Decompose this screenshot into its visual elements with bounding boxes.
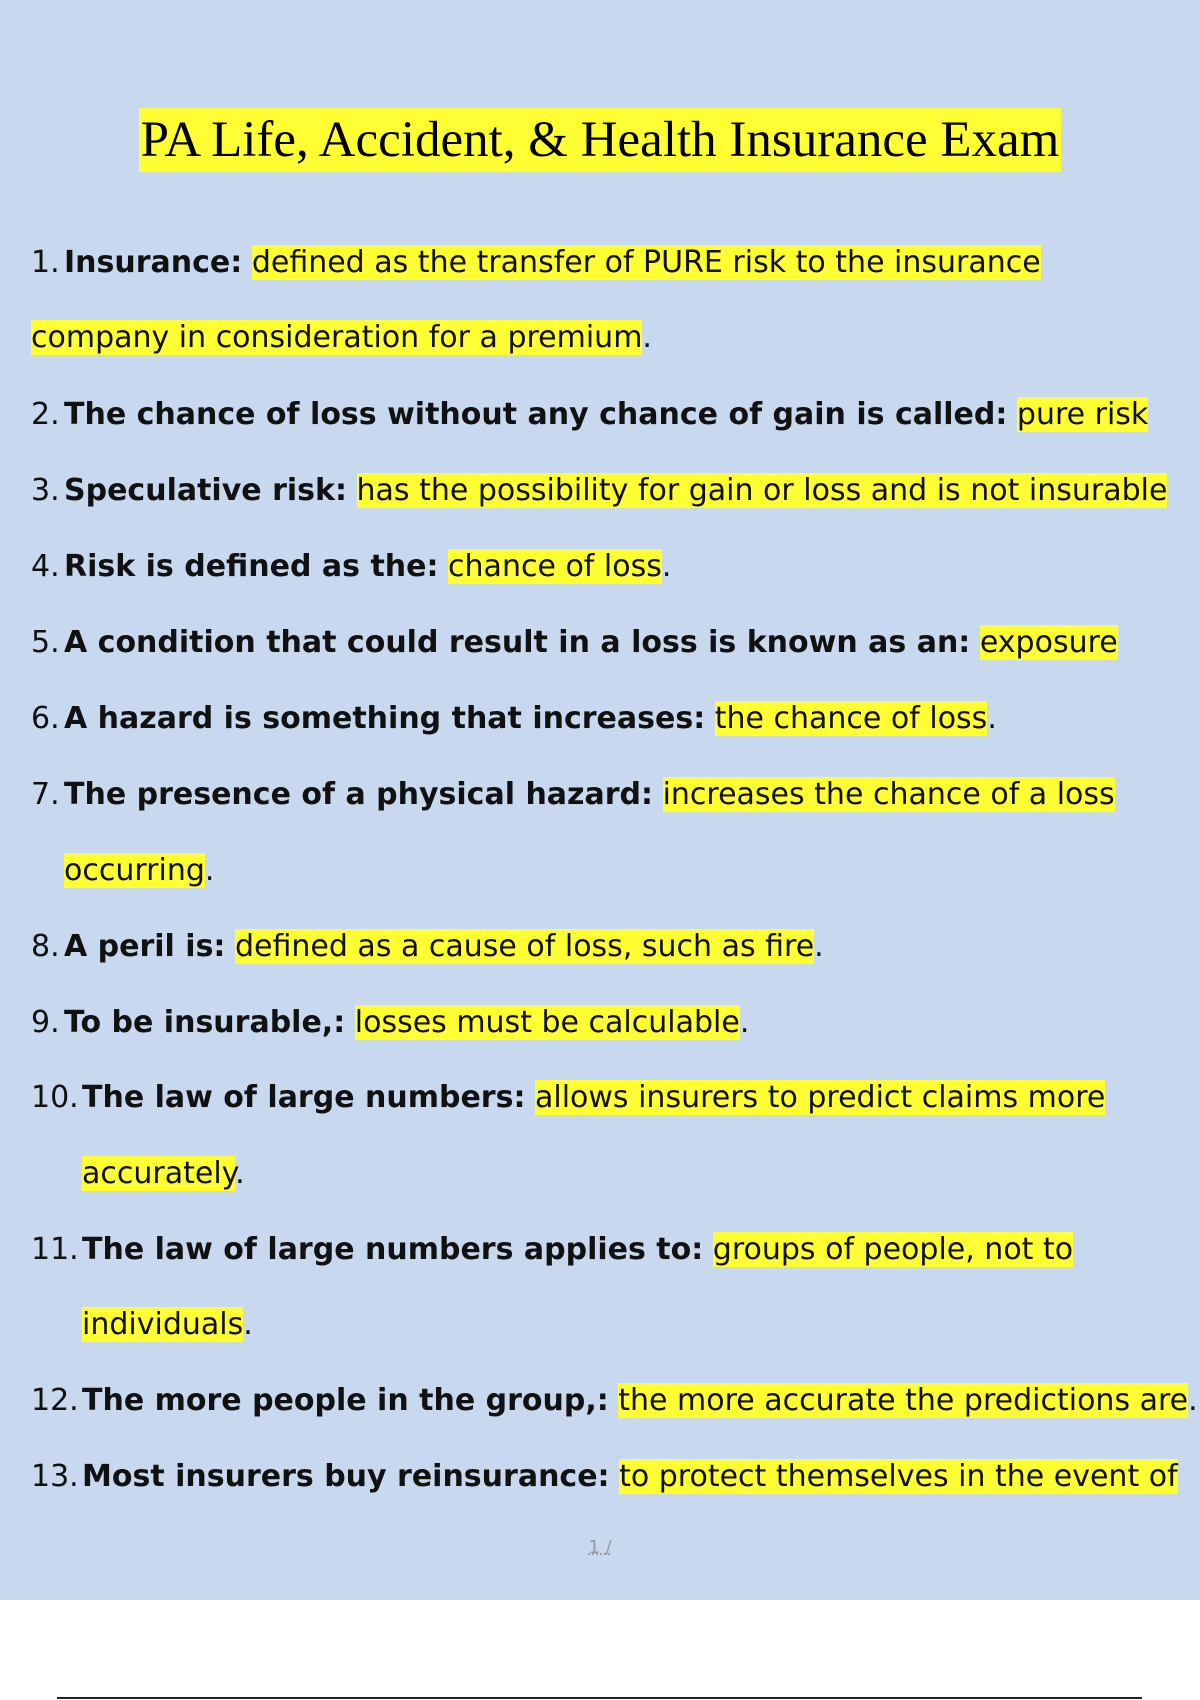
item-answer: increases the chance of a loss	[662, 777, 1115, 812]
item-answer-cont: individuals	[82, 1307, 244, 1342]
item-answer: to protect themselves in the event of	[619, 1459, 1178, 1494]
item-number: 7.	[31, 777, 60, 812]
item-line-2	[82, 1305, 253, 1345]
item-end: .	[814, 929, 824, 964]
item-number: 1.	[31, 245, 60, 280]
item-line	[64, 395, 1148, 435]
item-line	[82, 1230, 1073, 1270]
item-answer: allows insurers to predict claims more	[534, 1080, 1106, 1115]
item-answer: pure risk	[1016, 397, 1149, 432]
item-term: The law of large numbers applies to:	[82, 1232, 704, 1267]
item-answer-cont: occurring	[64, 853, 205, 888]
item-number: 13.	[31, 1459, 79, 1494]
item-line-2	[64, 851, 214, 891]
item-end: .	[235, 1156, 245, 1191]
item-answer: exposure	[979, 625, 1118, 660]
item-term: Most insurers buy reinsurance:	[82, 1459, 610, 1494]
item-end: .	[243, 1307, 253, 1342]
item-term: To be insurable,:	[64, 1005, 346, 1040]
item-answer: has the possibility for gain or loss and is not insurable	[356, 473, 1168, 508]
item-answer: defined as a cause of loss, such as fire	[234, 929, 815, 964]
item-term: The chance of loss without any chance of gain is called:	[64, 397, 1008, 432]
item-number: 10.	[31, 1080, 79, 1115]
title-wrap	[0, 108, 1200, 172]
item-term: A condition that could result in a loss is known as an:	[64, 625, 971, 660]
item-end: .	[204, 853, 215, 888]
item-number: 5.	[31, 625, 60, 660]
item-number: 8.	[31, 929, 60, 964]
item-term: Insurance:	[64, 245, 243, 280]
item-end: .	[661, 549, 672, 584]
item-line	[64, 471, 1167, 511]
item-term: The more people in the group,:	[82, 1383, 609, 1418]
item-line	[82, 1381, 1198, 1421]
item-number: 2.	[31, 397, 60, 432]
item-term: The law of large numbers:	[82, 1080, 526, 1115]
item-line-2	[31, 318, 652, 358]
item-answer: the more accurate the predictions are	[618, 1383, 1189, 1418]
item-term: The presence of a physical hazard:	[64, 777, 654, 812]
item-line	[82, 1078, 1105, 1118]
item-answer: losses must be calculable	[354, 1005, 740, 1040]
item-line	[64, 623, 1118, 663]
document-title: PA Life, Accident, & Health Insurance Exam	[139, 108, 1062, 172]
item-answer-cont: accurately	[82, 1156, 236, 1191]
item-line	[64, 927, 824, 967]
item-line	[64, 547, 671, 587]
item-end: .	[739, 1005, 750, 1040]
item-number: 4.	[31, 549, 60, 584]
item-number: 12.	[31, 1383, 79, 1418]
item-number: 3.	[31, 473, 60, 508]
page-marker: 1 /	[588, 1537, 612, 1558]
item-end: .	[642, 320, 652, 355]
item-end: .	[987, 701, 997, 736]
item-answer: groups of people, not to	[712, 1232, 1074, 1267]
item-line	[64, 699, 997, 739]
item-line	[82, 1457, 1178, 1497]
item-number: 11.	[31, 1232, 79, 1267]
item-line	[64, 775, 1115, 815]
page-divider-rule	[57, 1697, 1142, 1699]
item-term: Speculative risk:	[64, 473, 347, 508]
item-term: A hazard is something that increases:	[64, 701, 706, 736]
item-answer: chance of loss	[448, 549, 662, 584]
item-answer: defined as the transfer of PURE risk to the insurance	[251, 245, 1041, 280]
item-term: Risk is defined as the:	[64, 549, 439, 584]
item-term: A peril is:	[64, 929, 226, 964]
item-answer: the chance of loss	[714, 701, 988, 736]
item-line	[64, 1003, 749, 1043]
item-line-2	[82, 1154, 245, 1194]
item-line	[64, 243, 1041, 283]
item-number: 9.	[31, 1005, 60, 1040]
item-answer-cont: company in consideration for a premium	[31, 320, 643, 355]
item-number: 6.	[31, 701, 60, 736]
item-end: .	[1188, 1383, 1198, 1418]
